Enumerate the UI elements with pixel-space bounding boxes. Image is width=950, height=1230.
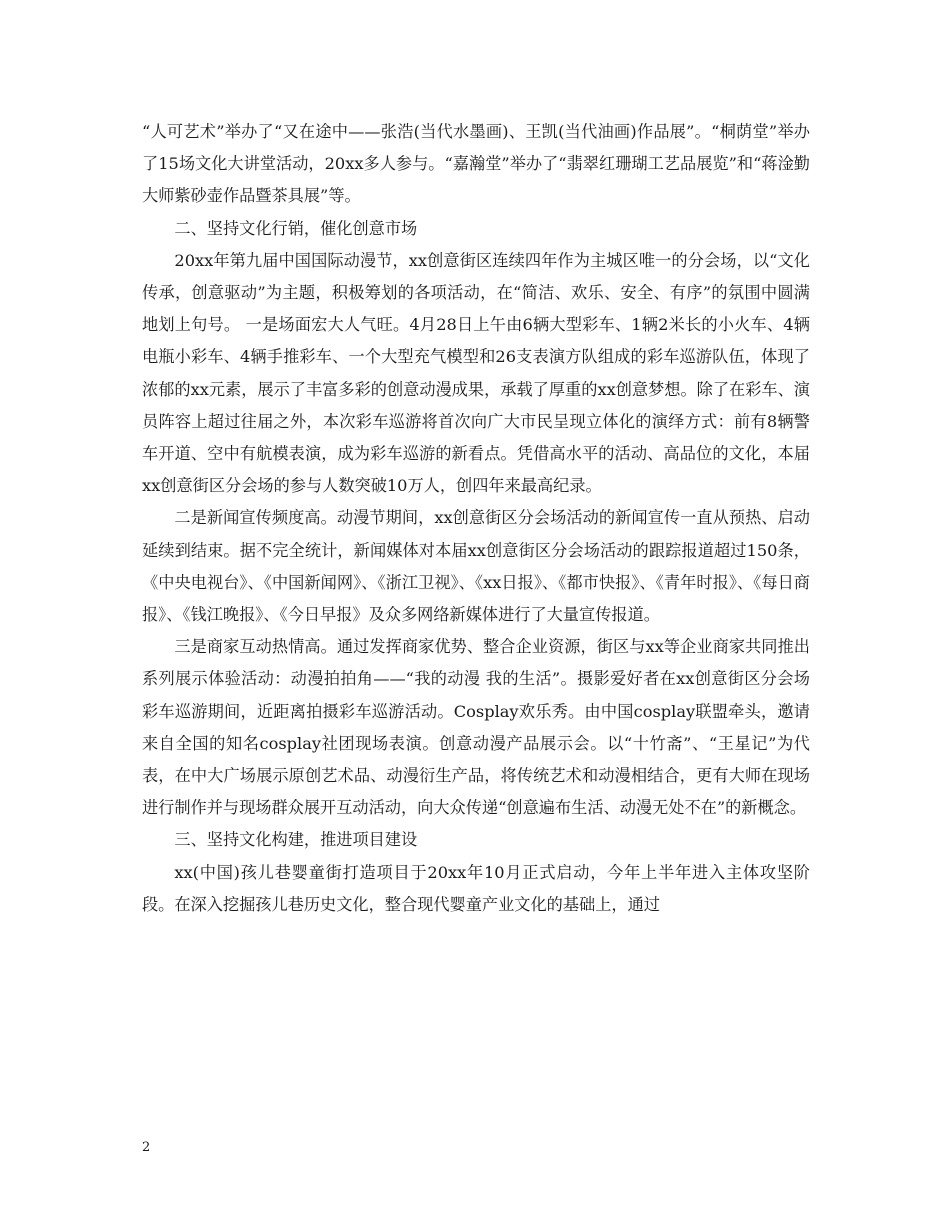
paragraph-baby-street-project: xx(中国)孩儿巷婴童街打造项目于20xx年10月正式启动，今年上半年进入主体攻坚阶段。在深入挖掘孩儿巷历史文化，整合现代婴童产业文化的基础上，通过 [142, 862, 810, 914]
document-body [142, 116, 810, 921]
paragraph-animation-festival: 20xx年第九届中国国际动漫节，xx创意街区连续四年作为主城区唯一的分会场，以“文化传承，创意驱动”为主题，积极筹划的各项活动，在“简洁、欢乐、安全、有序”的氛围中圆满地划上句号。 一是场面宏大人气旺。4月28日上午由6辆大型彩车、1辆2米长的小火车、4辆电瓶小彩车、4辆手推彩车、一个大型充气模型和26支表演方队组成的彩车巡游队伍，体现了浓郁的xx元素，展示了丰富多彩的创意动漫成果，承载了厚重的xx创意梦想。除了在彩车、演员阵容上超过往届之外，本次彩车巡游将首次向广大市民呈现立体化的演绎方式：前有8辆警车开道、空中有航模表演，成为彩车巡游的新看点。凭借高水平的活动、高品位的文化，本届xx创意街区分会场的参与人数突破10万人，创四年来最高纪录。 [142, 250, 810, 496]
section-heading-cultural-marketing: 二、坚持文化行销，催化创意市场 [174, 218, 418, 238]
paragraph-merchant-interaction: 三是商家互动热情高。通过发挥商家优势、整合企业资源，街区与xx等企业商家共同推出系列展示体验活动：动漫拍拍角——“我的动漫 我的生活”。摄影爱好者在xx创意街区分会场彩车巡游期间，近距离拍摄彩车巡游活动。Cosplay欢乐秀。由中国cosplay联盟牵头，邀请来自全国的知名cosplay社团现场表演。创意动漫产品展示会。以“十竹斋”、“王星记”为代表，在中大广场展示原创艺术品、动漫衍生产品，将传统艺术和动漫相结合，更有大师在现场进行制作并与现场群众展开互动活动，向大众传递“创意遍布生活、动漫无处不在”的新概念。 [142, 637, 810, 818]
page-number: 2 [142, 1140, 151, 1155]
section-heading-project-construction: 三、坚持文化构建，推进项目建设 [174, 830, 418, 850]
paragraph-exhibitions: “人可艺术”举办了“又在途中——张浩(当代水墨画)、王凯(当代油画)作品展”。“桐荫堂”举办了15场文化大讲堂活动，20xx多人参与。“嘉瀚堂”举办了“翡翠红珊瑚工艺品展览”和“蒋淦勤大师紫砂壶作品暨茶具展”等。 [142, 122, 810, 206]
paragraph-news-coverage: 二是新闻宣传频度高。动漫节期间，xx创意街区分会场活动的新闻宣传一直从预热、启动延续到结束。据不完全统计，新闻媒体对本届xx创意街区分会场活动的跟踪报道超过150条，《中央电视台》、《中国新闻网》、《浙江卫视》、《xx日报》、《都市快报》、《青年时报》、《每日商报》、《钱江晚报》、《今日早报》及众多网络新媒体进行了大量宣传报道。 [142, 508, 810, 625]
